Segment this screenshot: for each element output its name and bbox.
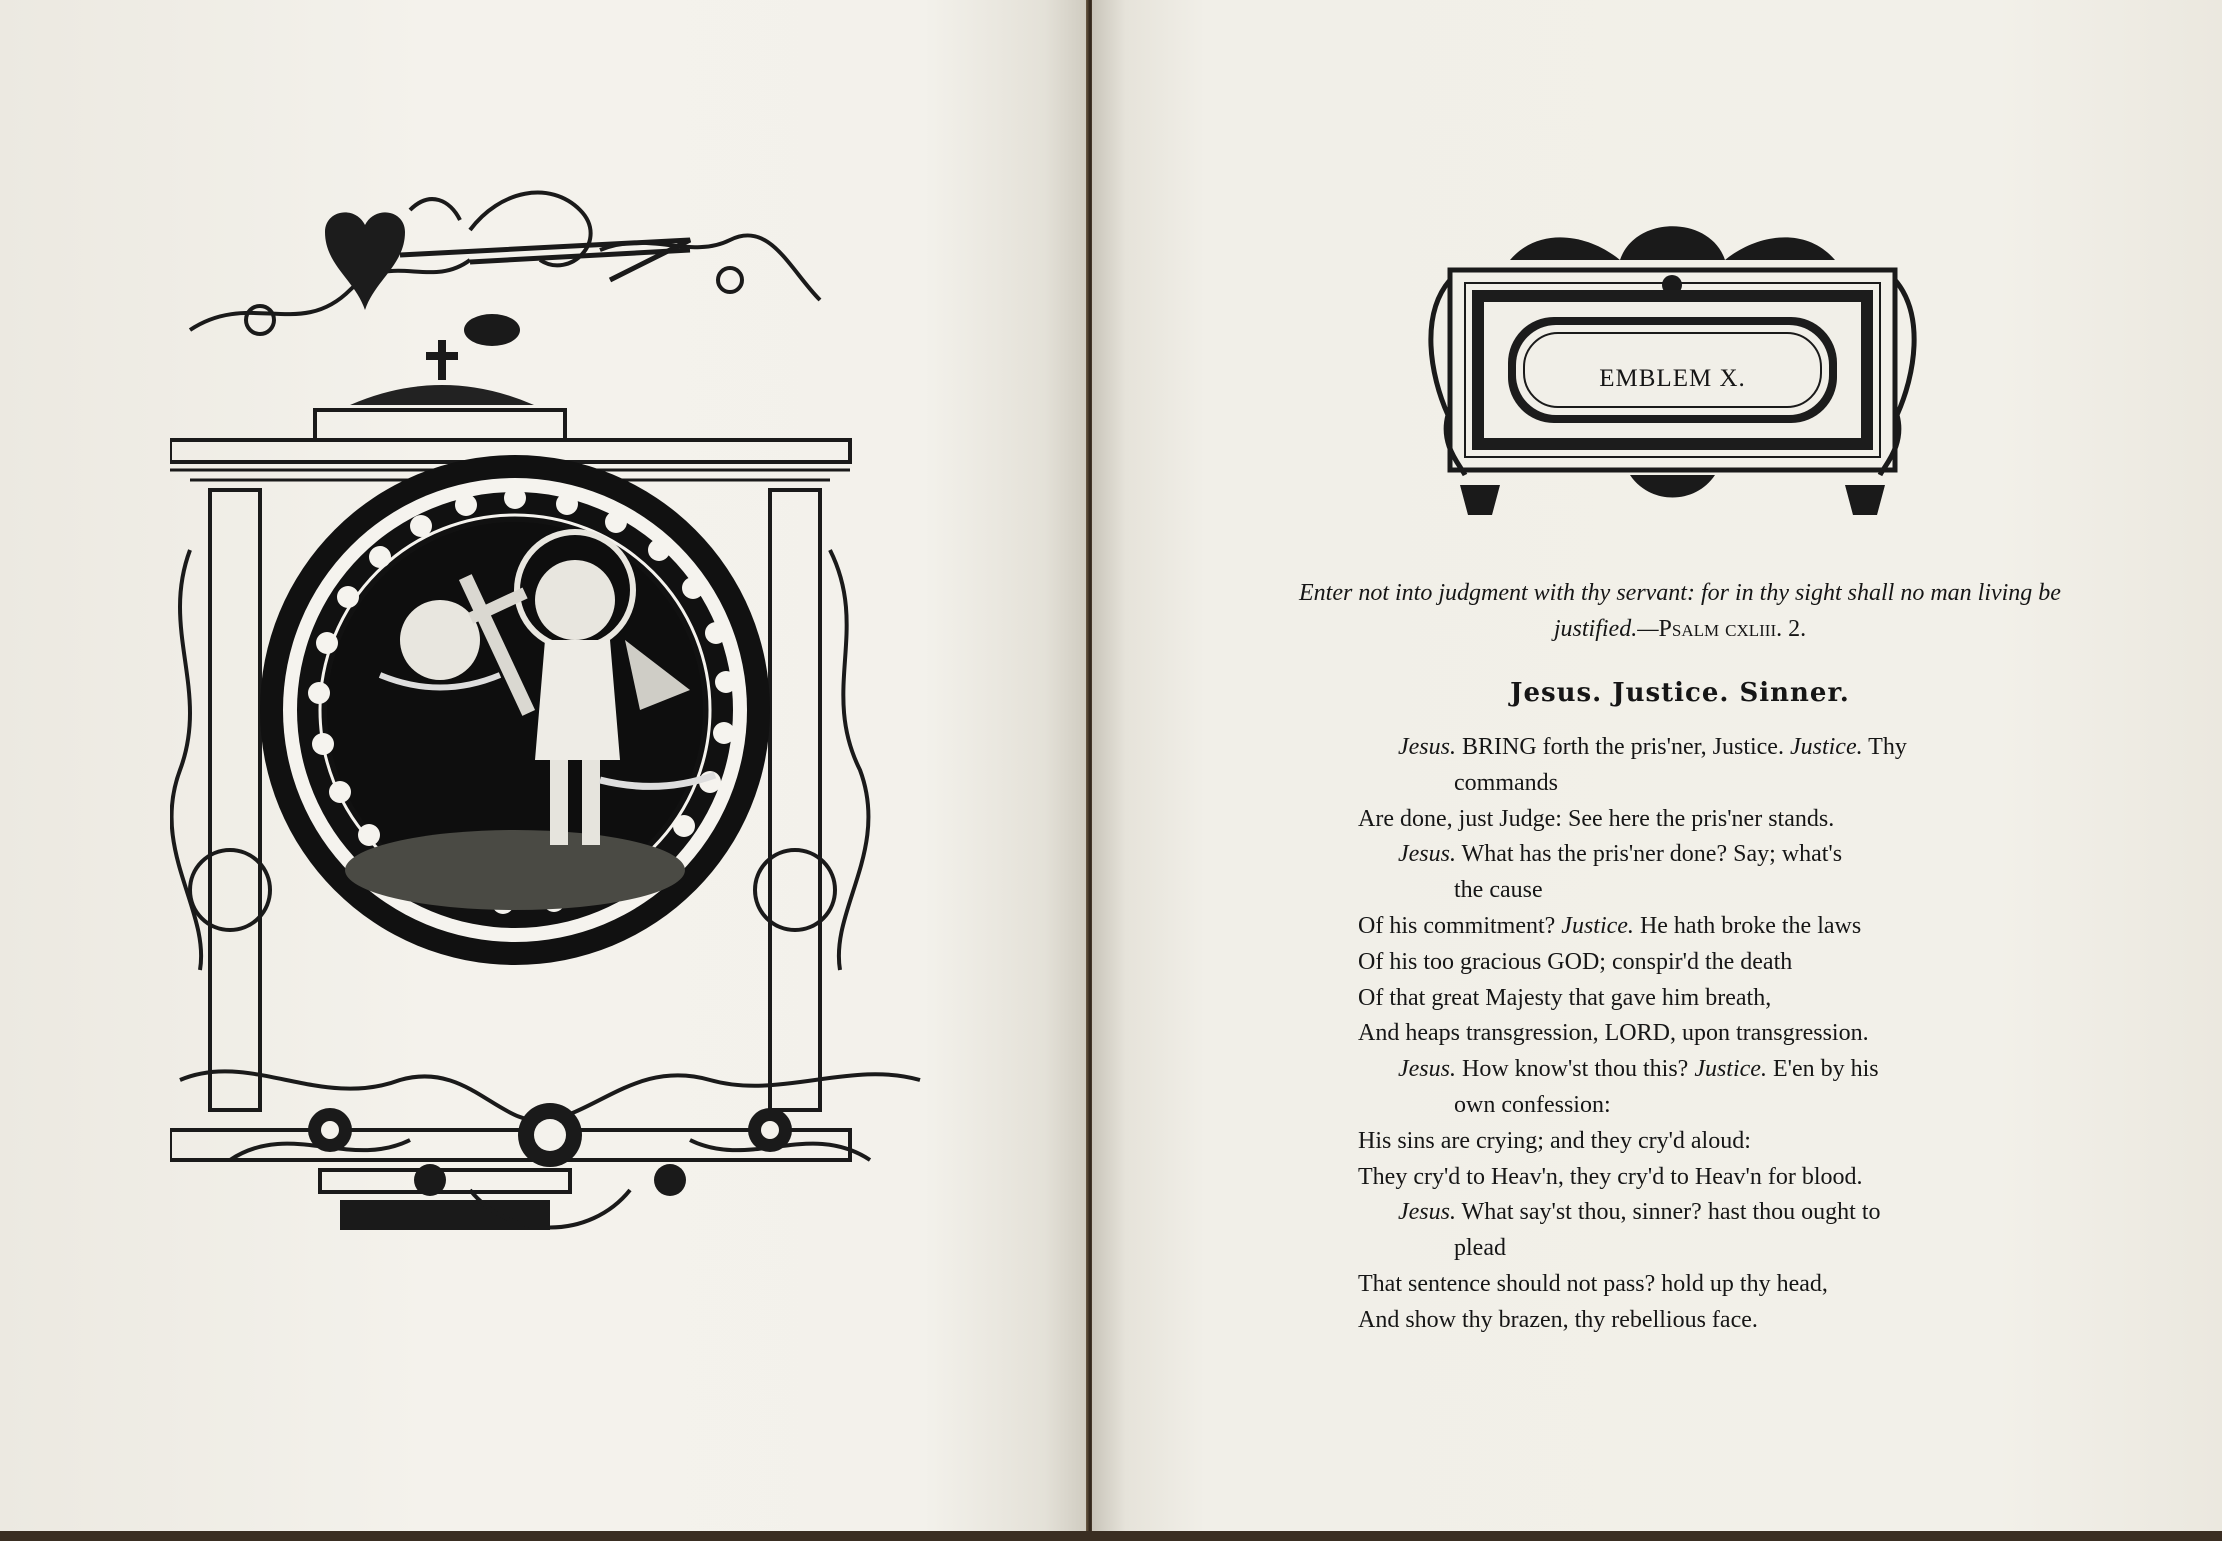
- verse-line: commands: [1454, 769, 1558, 796]
- verse-line: And heaps transgression, LORD, upon transgression.: [1358, 1020, 1869, 1047]
- compass-icon: [400, 240, 690, 280]
- verse-line: Jesus. BRING forth the pris'ner, Justice. Justice. Thy: [1398, 734, 1907, 760]
- heart-flourish: [190, 193, 820, 334]
- speakers-heading: Jesus. Justice. Sinner.: [1510, 678, 1850, 708]
- left-page: [0, 0, 1088, 1541]
- epigraph-quote: Enter not into judgment with thy servant: for in thy sight shall no man living be justified.—: [1299, 580, 2061, 642]
- verse-line: Jesus. What say'st thou, sinner? hast thou ought to: [1398, 1199, 1881, 1226]
- cross-icon: [426, 340, 458, 380]
- page-edge: [0, 1531, 2222, 1541]
- verse-line: Of his commitment? Justice. He hath broke the laws: [1358, 912, 1862, 939]
- heart-icon: [325, 212, 405, 310]
- verse-line: Of that great Majesty that gave him breath,: [1358, 984, 1772, 1011]
- verse-line: That sentence should not pass? hold up thy head,: [1358, 1270, 1828, 1297]
- epigraph-reference: Psalm cxliii. 2.: [1658, 616, 1807, 642]
- verse-line: own confession:: [1454, 1091, 1611, 1118]
- verse-line: the cause: [1454, 877, 1543, 904]
- verse-line: His sins are crying; and they cry'd aloud:: [1358, 1127, 1751, 1154]
- emblem-cartouche: [1420, 205, 1925, 545]
- floral-garland: [170, 1040, 930, 1270]
- verse-body: [1358, 730, 2058, 1339]
- emblem-title: EMBLEM X.: [1599, 365, 1746, 392]
- epigraph: [1290, 575, 2070, 647]
- verse-line: Jesus. What has the pris'ner done? Say; what's: [1398, 841, 1843, 868]
- verse-line: Are done, just Judge: See here the pris'ner stands.: [1358, 805, 1835, 832]
- verse-line: Of his too gracious GOD; conspir'd the death: [1358, 948, 1793, 975]
- verse-line: plead: [1454, 1235, 1506, 1262]
- verse-line: Jesus. How know'st thou this? Justice. E'en by his: [1398, 1056, 1879, 1083]
- verse-line: They cry'd to Heav'n, they cry'd to Heav'n for blood.: [1358, 1163, 1863, 1190]
- verse-line: And show thy brazen, thy rebellious face.: [1358, 1306, 1758, 1333]
